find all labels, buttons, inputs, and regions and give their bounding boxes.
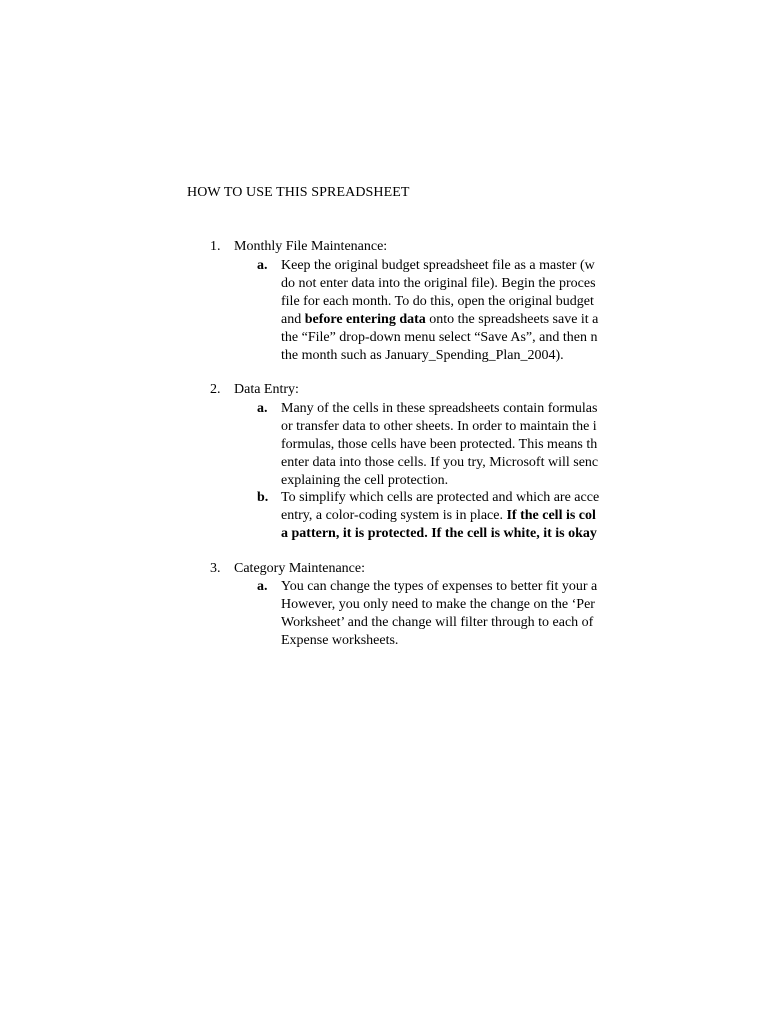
text-run: do not enter data into the original file). Begin the proces (281, 276, 596, 291)
text-line (281, 275, 634, 293)
bold-text-run: If the cell is col (506, 508, 596, 523)
item-text (281, 489, 634, 543)
section-number: 1. (210, 239, 221, 254)
text-line (281, 311, 634, 329)
text-run: However, you only need to make the change on the ‘Per (281, 597, 595, 612)
item-text (281, 257, 634, 365)
text-line (281, 632, 634, 650)
text-run: Many of the cells in these spreadsheets contain formulas (281, 401, 598, 416)
text-line (281, 525, 634, 543)
item-letter: a. (257, 258, 268, 273)
text-run: Worksheet’ and the change will filter through to each of (281, 615, 594, 630)
item-text (281, 578, 634, 650)
text-line (281, 614, 634, 632)
text-line (281, 418, 634, 436)
text-run: enter data into those cells. If you try, Microsoft will senc (281, 455, 599, 470)
section-number: 3. (210, 561, 221, 576)
section-title: Category Maintenance: (234, 561, 366, 576)
text-run: entry, a color-coding system is in place. (281, 508, 507, 523)
text-line (281, 489, 634, 507)
item-letter: b. (257, 490, 269, 505)
text-line (281, 257, 634, 275)
text-run: explaining the cell protection. (281, 473, 449, 488)
text-run: Expense worksheets. (281, 633, 399, 648)
text-line (281, 454, 634, 472)
text-line (281, 472, 634, 490)
text-line (281, 347, 634, 365)
text-run: Keep the original budget spreadsheet file as a master (w (281, 258, 595, 273)
text-run: formulas, those cells have been protected. This means th (281, 437, 598, 452)
text-run: or transfer data to other sheets. In order to maintain the i (281, 419, 597, 434)
text-line (281, 596, 634, 614)
section-number: 2. (210, 382, 221, 397)
item-letter: a. (257, 401, 268, 416)
text-run: and (281, 312, 305, 327)
text-line (281, 329, 634, 347)
text-line (281, 578, 634, 596)
item-letter: a. (257, 579, 268, 594)
text-line (281, 507, 634, 525)
text-run: file for each month. To do this, open the original budget (281, 294, 594, 309)
text-run: To simplify which cells are protected and which are acce (281, 490, 600, 505)
text-run: You can change the types of expenses to better fit your a (281, 579, 598, 594)
text-line (281, 293, 634, 311)
text-line (281, 400, 634, 418)
bold-text-run: a pattern, it is protected. If the cell is white, it is okay (281, 526, 597, 541)
item-text (281, 400, 634, 490)
text-run: the “File” drop-down menu select “Save As”, and then n (281, 330, 598, 345)
text-line (281, 436, 634, 454)
bold-text-run: before entering data (304, 312, 426, 327)
text-run: onto the spreadsheets save it a (425, 312, 599, 327)
document-title: HOW TO USE THIS SPREADSHEET (187, 185, 410, 200)
section-title: Monthly File Maintenance: (234, 239, 388, 254)
text-run: the month such as January_Spending_Plan_2004). (281, 348, 564, 363)
section-title: Data Entry: (234, 382, 299, 397)
